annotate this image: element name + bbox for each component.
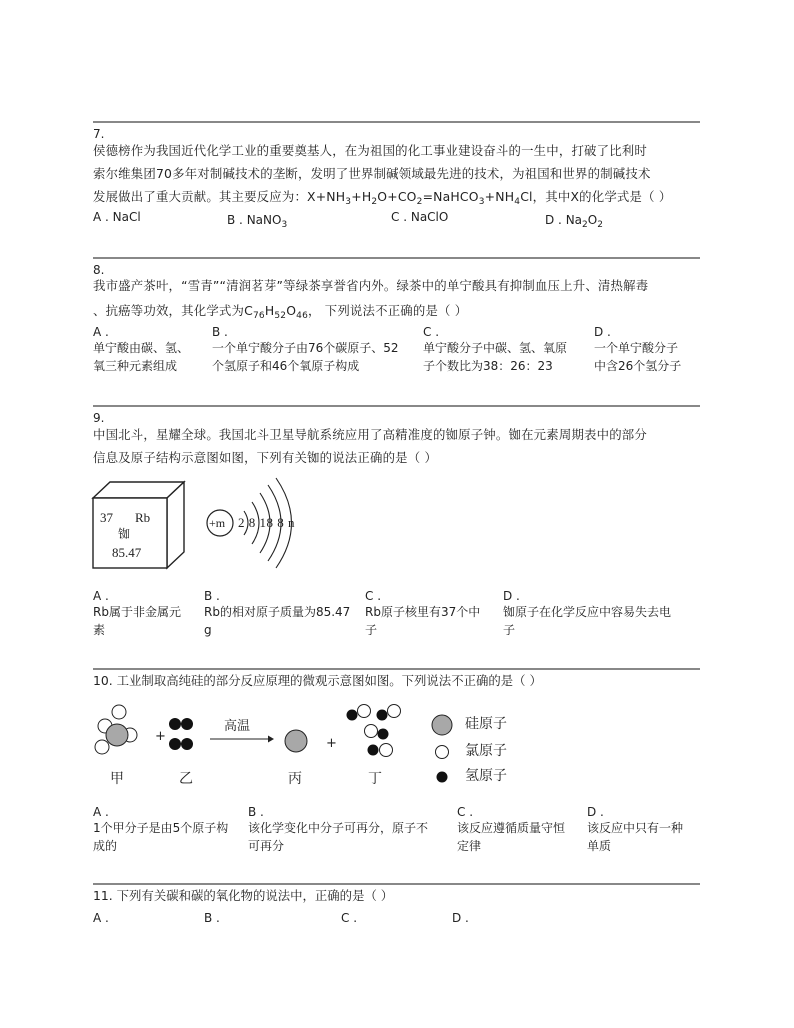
q10-option-b-letter[interactable]: B . [248,805,264,819]
q8-option-c-letter[interactable]: C . [423,325,440,339]
q11-option-c-letter[interactable]: C . [341,911,358,925]
q11-option-b-letter[interactable]: B . [204,911,220,925]
legend-cl-icon [436,746,449,759]
question-8-number: 8. [93,263,105,277]
label-bing: 丙 [288,771,302,787]
q10-option-a-letter[interactable]: A . [93,805,109,819]
q8-option-b[interactable]: 一个单宁酸分子由76个碳原子、52 个氢原子和46个氧原子构成 [212,341,399,373]
q8-option-d-letter[interactable]: D . [594,325,611,339]
q7-option-b[interactable]: B . NaNO$_3$ [227,213,288,230]
plus-sign-2: + [326,736,337,751]
q10-option-d[interactable]: 该反应中只有一种 单质 [587,821,684,853]
q7-option-c[interactable]: C . NaClO [391,210,449,224]
legend-si-label: 硅原子 [465,716,507,732]
q9-option-a-letter[interactable]: A . [93,589,109,603]
q10-option-b[interactable]: 该化学变化中分子可再分，原子不 可再分 [248,821,429,853]
q9-option-d-letter[interactable]: D . [503,589,520,603]
element-mass: 85.47 [112,545,142,560]
q9-option-d[interactable]: 铷原子在化学反应中容易失去电 子 [503,605,672,637]
q9-option-b[interactable]: Rb的相对原子质量为85.47 g [204,605,351,637]
label-ding: 丁 [368,771,382,787]
q8-stem-line1: 我市盛产茶叶，“雪青”“清润茗芽”等绿茶享誉省内外。绿茶中的单宁酸具有抑制血压上升、清热解毒 [93,278,649,293]
question-8-stem [93,275,700,321]
element-atomic-number: 37 [100,510,113,525]
atom-shell-electrons: 2 8 18 8 [238,515,285,530]
q7-option-d[interactable]: D . $Na_2O_2$ [545,213,603,230]
question-11-stem: 11. 下列有关碳和碳的氧化物的说法中，正确的是（ ） [93,888,394,903]
q9-option-c-letter[interactable]: C . [365,589,382,603]
q9-stem-line2: 信息及原子结构示意图如图，下列有关铷的说法正确的是（ ） [93,450,438,465]
element-name: 铷 [118,527,131,541]
q8-option-a[interactable]: 单宁酸由碳、氢、 氧三种元素组成 [93,341,190,373]
divider-q8 [93,257,700,259]
q10-option-a[interactable]: 1个甲分子是由5个原子构 成的 [93,821,229,853]
question-7-stem [93,139,700,208]
molecule-yi [169,718,193,750]
legend-h-label: 氢原子 [465,768,507,784]
reaction-diagram [90,700,530,790]
molecule-ding [347,705,401,757]
question-9-stem [93,423,700,469]
q7-stem-line1: 侯德榜作为我国近代化学工业的重要奠基人，在为祖国的化工事业建设奋斗的一生中，打破了比利时 [93,143,647,158]
legend-cl-label: 氯原子 [465,743,507,759]
label-yi: 乙 [179,771,193,787]
q7-stem-line2: 索尔维集团70多年对制碱技术的垄断，发明了世界制碱领域最先进的技术，为祖国和世界的制碱技术 [93,166,651,181]
question-7-number: 7. [93,127,105,141]
q8-option-d[interactable]: 一个单宁酸分子 中含26个氢分子 [594,341,682,373]
q9-option-a[interactable]: Rb属于非金属元 素 [93,605,181,637]
q8-option-b-letter[interactable]: B . [212,325,228,339]
q11-option-d-letter[interactable]: D . [452,911,469,925]
label-jia: 甲 [110,771,124,787]
legend-si-icon [432,715,452,735]
molecule-jia [95,705,137,754]
divider-q7 [93,121,700,123]
reaction-condition: 高温 [224,719,251,734]
question-9-number: 9. [93,411,105,425]
q10-option-d-letter[interactable]: D . [587,805,604,819]
q8-option-c[interactable]: 单宁酸分子中碳、氢、氧原 子个数比为38：26：23 [423,341,568,373]
element-symbol: Rb [135,510,151,525]
element-cell-diagram [88,476,188,576]
q10-option-c[interactable]: 该反应遵循质量守恒 定律 [457,821,566,853]
divider-q9 [93,405,700,407]
molecule-bing [285,730,307,752]
q9-option-c[interactable]: Rb原子核里有37个中 子 [365,605,481,637]
q7-option-a[interactable]: A . NaCl [93,210,141,224]
q10-option-c-letter[interactable]: C . [457,805,474,819]
atom-outer-electrons: n [288,515,295,530]
legend-h-icon [437,772,448,783]
q7-stem-line3: 发展做出了重大贡献。其主要反应为：$X+NH_3+H_2O+CO_2=NaHCO_3+NH_4Cl$，其中X的化学式是（ ） [93,189,672,207]
q8-option-a-letter[interactable]: A . [93,325,109,339]
atom-nucleus-charge: +m [209,516,226,530]
q8-stem-line2: 、抗癌等功效，其化学式为$C_{76}H_{52}O_{46}$， 下列说法不正确的是（ ） [93,303,468,321]
question-10-stem: 10. 工业制取高纯硅的部分反应原理的微观示意图如图。下列说法不正确的是（ ） [93,673,542,688]
q9-option-b-letter[interactable]: B . [204,589,220,603]
divider-q10 [93,668,700,670]
q11-option-a-letter[interactable]: A . [93,911,109,925]
q9-stem-line1: 中国北斗，星耀全球。我国北斗卫星导航系统应用了高精准度的铷原子钟。铷在元素周期表中的部分 [93,427,647,442]
plus-sign-1: + [155,729,166,744]
divider-q11 [93,883,700,885]
